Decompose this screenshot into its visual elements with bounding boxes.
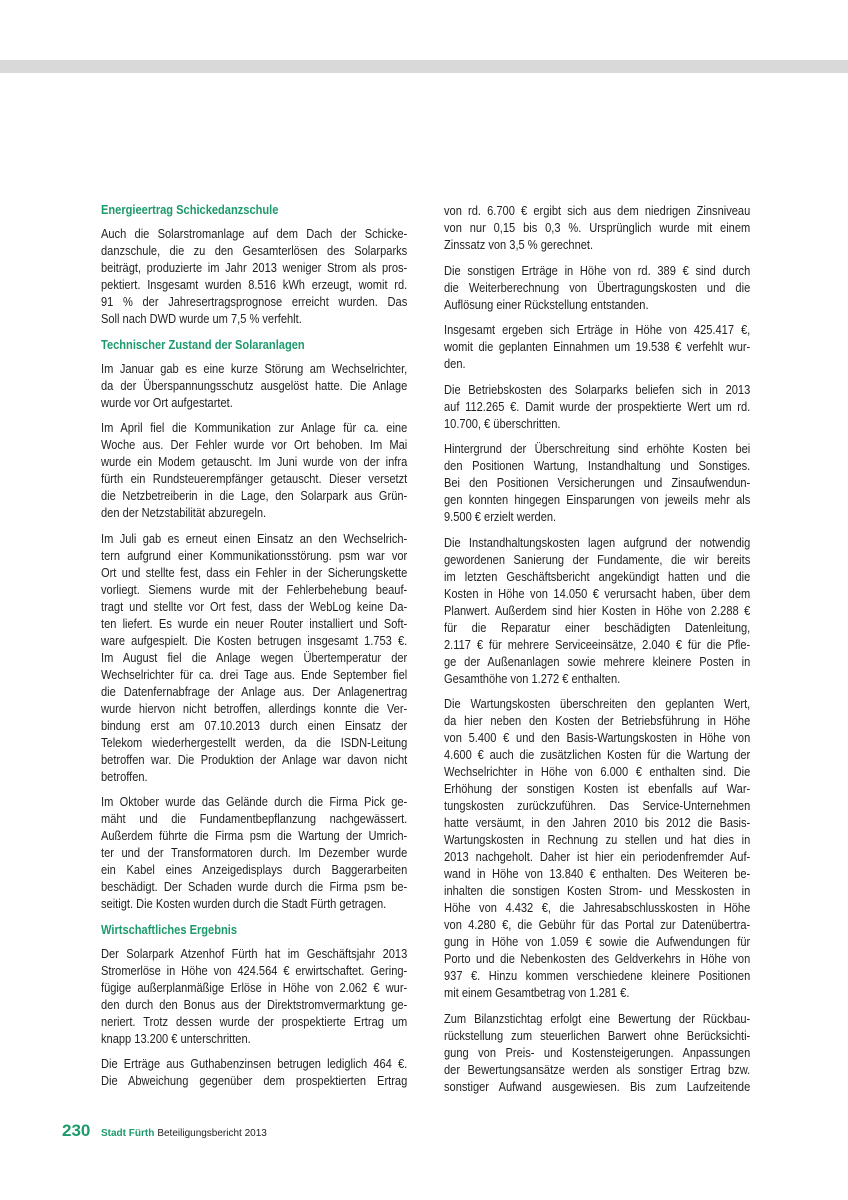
text-line: vorliegt. Siemens wurde mit der Fehlerbehebung beauf-: [101, 582, 408, 597]
section-heading: Energieertrag Schickedanzschule: [101, 203, 279, 217]
footer-brand: Stadt Fürth: [101, 1128, 155, 1139]
text-line: Im Juli gab es erneut einen Einsatz an den Wechselrich-: [101, 531, 408, 546]
text-line: gen konnten hingegen Einsparungen von jeweils mehr als: [444, 493, 751, 507]
text-line: inhalten die sonstigen Kosten Strom- und Messkosten in: [444, 884, 751, 898]
text-line: Im April fiel die Kommunikation zur Anlage für ca. eine: [101, 421, 408, 435]
text-line: da der Überspannungsschutz ausgelöst hatte. Die Anlage: [101, 378, 408, 393]
text-line: pektiert. Insgesamt wurden 8.516 kWh erzeugt, womit rd.: [101, 278, 408, 292]
text-line: seitigt. Die Kosten wurden durch die Stadt Fürth getragen.: [101, 897, 387, 911]
text-line: Die Instandhaltungskosten lagen aufgrund der notwendig: [444, 535, 751, 550]
text-line: Zinssatz von 3,5 % gerechnet.: [444, 238, 594, 252]
text-line: Die Erträge aus Guthabenzinsen betrugen lediglich 464 €.: [101, 1057, 408, 1071]
text-line: tern aufgrund einer Kommunikationsstörung. psm war vor: [101, 548, 408, 563]
text-line: sonstiger Aufwand ausgewiesen. Bis zum Laufzeitende: [444, 1079, 751, 1094]
text-line: ein Kabel eines Anzeigedisplays durch Baggerarbeiten: [101, 863, 408, 877]
text-line: ter und der Transformatoren durch. Im Dezember wurde: [101, 846, 408, 860]
text-line: mäht und die Fundamentbepflanzung nachgewässert.: [101, 812, 408, 826]
paragraph: [444, 696, 750, 1002]
text-line: Höhe von 4.432 €, die Jahresabschlusskosten in Höhe: [444, 901, 751, 915]
header-band: [0, 60, 848, 73]
paragraph: [101, 794, 407, 913]
paragraph: [101, 531, 407, 786]
text-line: tragt und stellte vor Ort fest, dass der WebLog keine Da-: [101, 599, 408, 614]
text-line: Bei den Positionen Versicherungen und Zinsaufwendun-: [444, 476, 751, 490]
text-line: gewordenen Sanierung der Fundamente, die wir bereits: [444, 552, 751, 567]
text-line: ware aufgespielt. Die Kosten betrugen insgesamt 1.753 €.: [101, 633, 408, 648]
text-line: 4.600 € auch die zusätzlichen Kosten für die Wartung der: [444, 748, 751, 762]
paragraph: [444, 535, 750, 688]
text-line: 9.500 € erzielt werden.: [444, 510, 557, 524]
text-line: tungskosten zurückzuführen. Das Service-Unternehmen: [444, 799, 751, 813]
text-line: gung von Preis- und Kostensteigerungen. Anpassungen: [444, 1045, 751, 1060]
text-line: beiträgt, produzierte im Jahr 2013 weniger Strom als pros-: [101, 261, 408, 275]
text-line: von 4.280 €, die Gebühr für das Portal zur Datenübertra-: [444, 918, 751, 932]
text-line: wurde hiervon nicht betroffen, allerdings konnte die Ver-: [101, 701, 408, 716]
paragraph: [444, 322, 750, 373]
text-line: womit die geplanten Einnahmen um 19.538 € verfehlt wur-: [444, 340, 751, 354]
text-line: Im Oktober wurde das Gelände durch die Firma Pick ge-: [101, 795, 408, 809]
text-line: da hier neben den Kosten der Betriebsführung in Höhe: [444, 714, 751, 728]
text-line: die Weiterberechnung von Übertragungskosten und die: [444, 280, 751, 295]
text-line: den.: [444, 357, 466, 371]
text-line: für die Reparatur einer beschädigten Datenleitung,: [444, 620, 751, 635]
text-line: 10.700, € überschritten.: [444, 416, 561, 431]
text-line: hatte versäumt, in den Jahren 2010 bis 2012 die Basis-: [444, 816, 751, 830]
text-line: Die Abweichung gegenüber dem prospektierten Ertrag: [101, 1074, 408, 1088]
text-line: Die Betriebskosten des Solarparks beliefen sich in 2013: [444, 382, 751, 397]
text-line: Außerdem führte die Firma psm die Wartung der Umrich-: [101, 829, 408, 843]
text-line: Die Wartungskosten überschreiten den geplanten Wert,: [444, 697, 751, 711]
text-line: fürth ein Rundsteuerempfänger getauscht. Dieser versetzt: [101, 472, 408, 486]
text-line: betroffen war. Die Produktion der Anlage war davon nicht: [101, 752, 408, 767]
paragraph: [101, 420, 407, 522]
text-line: Erhöhung der sonstigen Kosten ist ebenfalls auf War-: [444, 782, 751, 796]
paragraph: [444, 263, 750, 314]
text-line: mit einem Gesamtbetrag von 1.281 €.: [444, 986, 630, 1000]
text-line: bindung erst am 07.10.2013 durch einen Einsatz der: [101, 718, 408, 733]
text-line: der Bewertungsansätze werden als sonstiger Ertrag bzw.: [444, 1062, 751, 1077]
text-line: betroffen.: [101, 769, 148, 784]
text-line: Zum Bilanzstichtag erfolgt eine Bewertung der Rückbau-: [444, 1011, 751, 1026]
text-line: ten liefert. Es wurde ein neuer Router installiert und Soft-: [101, 616, 408, 631]
text-line: Porto und die Nebenkosten des Geldverkehrs in Höhe von: [444, 952, 751, 966]
paragraph: [444, 203, 750, 254]
section-heading: Wirtschaftliches Ergebnis: [101, 922, 238, 937]
paragraph: [101, 361, 407, 412]
text-line: Woche aus. Der Fehler wurde vor Ort behoben. Im Mai: [101, 438, 408, 452]
text-line: Planwert. Außerdem sind hier Kosten in Höhe von 2.288 €: [444, 603, 751, 618]
text-line: danzschule, die zu den Gesamterlösen des Solarparks: [101, 244, 408, 258]
text-line: ge der Außenanlagen sowie mehrere kleinere Posten in: [444, 654, 751, 669]
text-line: auf 112.265 €. Damit wurde der prospektierte Wert um rd.: [444, 399, 751, 414]
text-line: Hintergrund der Überschreitung sind erhöhte Kosten bei: [444, 442, 751, 456]
section-heading: Technischer Zustand der Solaranlagen: [101, 337, 305, 352]
text-line: 91 % der Jahresertragsprognose erreicht wurden. Das: [101, 295, 408, 309]
page-number: 230: [62, 1121, 91, 1140]
text-line: Soll nach DWD wurde um 7,5 % verfehlt.: [101, 312, 302, 326]
text-line: den durch den Bonus aus der Direktstromvermarktung ge-: [101, 997, 408, 1012]
paragraph: [444, 1011, 750, 1096]
text-line: im letzten Geschäftsbericht angekündigt hatten und die: [444, 569, 751, 584]
text-line: Wechselrichter für ca. drei Tage aus. Ende September fiel: [101, 667, 408, 682]
text-line: beschädigt. Der Schaden wurde durch die Firma psm be-: [101, 880, 408, 894]
text-column-right: [444, 203, 750, 1104]
text-line: Ort und stellte fest, dass ein Fehler in der Sicherungskette: [101, 565, 408, 580]
text-line: Auflösung einer Rückstellung entstanden.: [444, 297, 649, 312]
page-footer: [62, 1121, 267, 1143]
text-line: Die sonstigen Erträge in Höhe von rd. 389 € sind durch: [444, 263, 751, 278]
text-line: Auch die Solarstromanlage auf dem Dach der Schicke-: [101, 227, 408, 241]
text-line: von rd. 6.700 € ergibt sich aus dem niedrigen Zinsniveau: [444, 204, 751, 218]
text-line: fügige außerplanmäßige Erlöse in Höhe von 2.062 € wur-: [101, 980, 408, 995]
text-line: Stromerlöse in Höhe von 424.564 € erwirtschaftet. Gering-: [101, 963, 408, 978]
paragraph: [101, 1056, 407, 1090]
footer-document-title: Beteiligungsbericht 2013: [157, 1128, 267, 1139]
paragraph: [101, 226, 407, 328]
text-line: Telekom wiederhergestellt werden, da die ISDN-Leitung: [101, 735, 408, 750]
text-line: Insgesamt ergeben sich Erträge in Höhe von 425.417 €,: [444, 323, 751, 337]
text-line: Kosten in Höhe von 14.050 € verursacht haben, über dem: [444, 586, 751, 601]
text-line: 2013 nachgeholt. Daher ist hier ein periodenfremder Auf-: [444, 850, 751, 864]
paragraph: [101, 946, 407, 1048]
text-line: neriert. Trotz dessen wurde der prospektierte Ertrag um: [101, 1014, 408, 1029]
text-line: 937 €. Hinzu kommen verschiedene kleinere Positionen: [444, 969, 751, 983]
paragraph: [444, 382, 750, 433]
text-line: Im Januar gab es eine kurze Störung am Wechselrichter,: [101, 361, 408, 376]
text-line: die Netzbetreiberin in die Lage, den Solarpark aus Grün-: [101, 489, 408, 503]
text-line: von nur 0,15 bis 0,3 %. Ursprünglich wurde mit einem: [444, 221, 751, 235]
text-line: wand in Höhe von 13.840 € enthalten. Des Weiteren be-: [444, 867, 751, 881]
text-line: Der Solarpark Atzenhof Fürth hat im Geschäftsjahr 2013: [101, 946, 408, 961]
text-line: Wechselrichter in Höhe von 6.000 € enthalten sind. Die: [444, 765, 751, 779]
text-line: Im August fiel die Anlage wegen Übertemperatur der: [101, 650, 408, 665]
text-line: von 5.400 € und den Basis-Wartungskosten in Höhe von: [444, 731, 751, 745]
text-line: gung in Höhe von 1.059 € sowie die Aufwendungen für: [444, 935, 751, 949]
text-line: Wartungskosten in Rechnung zu stellen und hat dies in: [444, 833, 751, 847]
text-line: rückstellung zum steuerlichen Barwert ohne Berücksichti-: [444, 1028, 751, 1043]
text-line: knapp 13.200 € unterschritten.: [101, 1031, 251, 1046]
text-line: 2.117 € für mehrere Serviceeinsätze, 2.040 € für die Pfle-: [444, 637, 751, 652]
text-line: den Positionen Wartung, Instandhaltung und Sonstiges.: [444, 459, 751, 473]
text-line: den der Netzstabilität abzuregeln.: [101, 506, 267, 520]
text-line: die Datenfernabfrage der Anlage aus. Der Anlagenertrag: [101, 684, 408, 699]
text-line: Gesamthöhe von 1.272 € enthalten.: [444, 671, 621, 686]
text-line: wurde ein Modem getauscht. Im Juni wurde von der infra: [101, 455, 408, 469]
text-line: wurde vor Ort aufgestartet.: [101, 395, 233, 410]
text-column-left: [101, 202, 407, 1099]
paragraph: [444, 441, 750, 526]
